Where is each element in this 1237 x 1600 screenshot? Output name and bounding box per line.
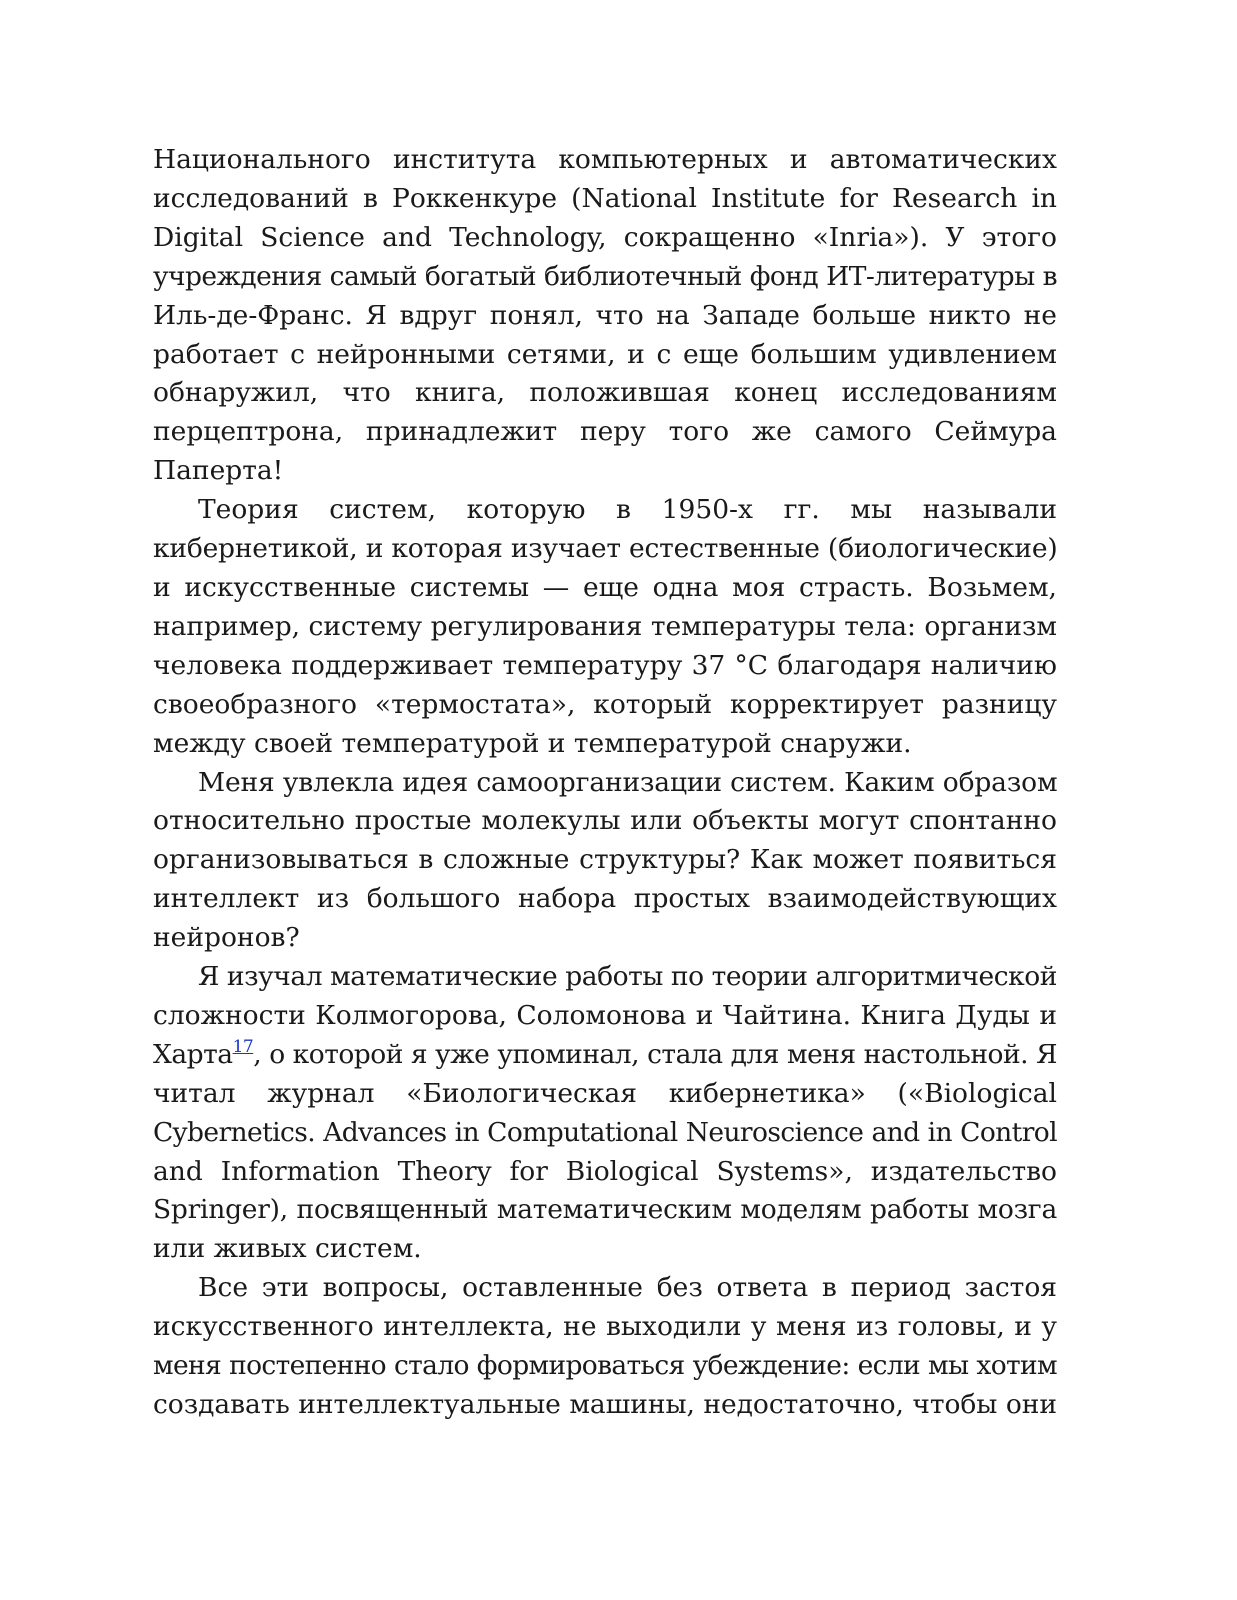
text-line-with-footnote (153, 1036, 1057, 1075)
text-line: Паперта! (153, 455, 284, 487)
text-line: создавать интеллектуальные машины, недостаточно, чтобы они (153, 1389, 1057, 1420)
text-line: и искусственные системы — еще одна моя страсть. Возьмем, (153, 571, 1057, 603)
text-line: Теория систем, которую в 1950-х гг. мы называли (198, 494, 1057, 526)
text-line: исследований в Роккенкуре (National Institute for Research in (153, 182, 1057, 214)
paragraph-1 (153, 141, 1057, 491)
text-segment: , о которой я уже упоминал, стала для меня настольной. Я (253, 1038, 1057, 1070)
paragraph-3 (153, 764, 1057, 959)
text-line: Все эти вопросы, оставленные без ответа в период застоя (198, 1272, 1057, 1304)
text-line: Cybernetics. Advances in Computational Neuroscience and in Control (153, 1116, 1057, 1148)
paragraph-4 (153, 958, 1057, 1269)
text-line: относительно простые молекулы или объекты могут спонтанно (153, 805, 1057, 837)
text-line: нейронов? (153, 922, 300, 954)
text-line: своеобразного «термостата», который корректирует разницу (153, 688, 1057, 720)
text-line: Меня увлекла идея самоорганизации систем. Каким образом (198, 766, 1058, 798)
paragraph-5 (153, 1269, 1057, 1425)
text-line: обнаружил, что книга, положившая конец исследованиям (153, 377, 1057, 409)
text-line: and Information Theory for Biological Systems», издательство (153, 1155, 1057, 1187)
text-line: сложности Колмогорова, Соломонова и Чайтина. Книга Дуды и (153, 999, 1057, 1031)
text-line: Иль-де-Франс. Я вдруг понял, что на Западе больше никто не (153, 299, 1057, 331)
text-line: кибернетикой, и которая изучает естественные (биологические) (153, 533, 1058, 565)
text-segment: Харта (153, 1038, 233, 1070)
text-line: меня постепенно стало формироваться убеждение: если мы хотим (153, 1350, 1057, 1382)
text-line: Digital Science and Technology, сокращенно «Inria»). У этого (153, 221, 1057, 253)
paragraph-2 (153, 491, 1057, 763)
text-line: искусственного интеллекта, не выходили у меня из головы, и у (153, 1311, 1057, 1343)
text-line: Springer), посвященный математическим моделям работы мозга (153, 1194, 1057, 1226)
text-line: или живых систем. (153, 1233, 422, 1265)
text-line: интеллект из большого набора простых взаимодействующих (153, 883, 1057, 915)
text-line: перцептрона, принадлежит перу того же самого Сеймура (153, 416, 1057, 448)
text-line: например, систему регулирования температуры тела: организм (153, 610, 1057, 642)
text-line: Национального института компьютерных и автоматических (153, 144, 1057, 175)
footnote-link[interactable]: 17 (232, 1036, 254, 1057)
text-line: Я изучал математические работы по теории алгоритмической (198, 961, 1057, 993)
text-line: организовываться в сложные структуры? Как может появиться (153, 844, 1057, 876)
text-line: читал журнал «Биологическая кибернетика» («Biological (153, 1077, 1057, 1109)
text-line: между своей температурой и температурой снаружи. (153, 727, 912, 759)
text-line: человека поддерживает температуру 37 °C благодаря наличию (153, 649, 1057, 681)
text-line: учреждения самый богатый библиотечный фонд ИТ-литературы в (153, 260, 1057, 292)
page-body (153, 141, 1057, 1425)
text-line: работает с нейронными сетями, и с еще большим удивлением (153, 338, 1057, 370)
